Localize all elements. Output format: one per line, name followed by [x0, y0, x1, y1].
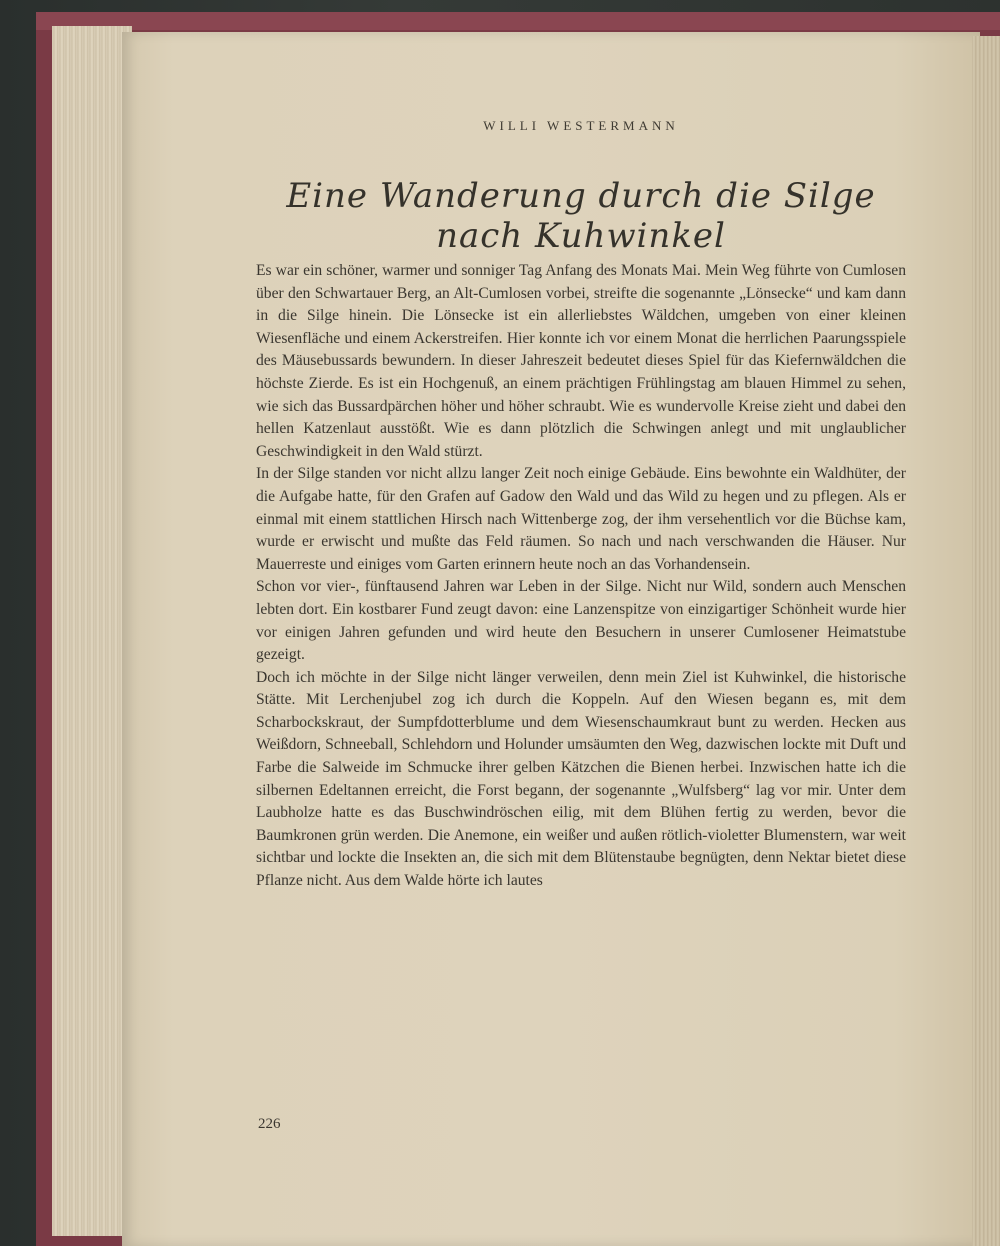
paragraph: In der Silge standen vor nicht allzu langer Zeit noch einige Gebäude. Eins bewohnte ein Waldhüter, der die Aufgabe hatte, für den Grafen auf Gadow den Wald und das Wild zu hegen und zu pflegen. Als er einmal mit einem stattlichen Hirsch nach Wittenberge zog, der ihm versehentlich vor die Büchse kam, wurde er erwischt und mußte das Feld räumen. So nach und nach verschwanden die Häuser. Nur Mauerreste und einiges vom Garten erinnern heute noch an das Vorhandensein. [256, 465, 906, 573]
paragraph: Es war ein schöner, warmer und sonniger Tag Anfang des Monats Mai. Mein Weg führte von Cumlosen über den Schwartauer Berg, an Alt-Cumlosen vorbei, streifte die sogenannte „Lönsecke“ und kam dann in die Silge hinein. Die Lönsecke ist ein allerliebstes Wäldchen, umgeben von einer kleinen Wiesenfläche und einem Ackerstreifen. Hier konnte ich vor einem Monat die herrlichen Paarungsspiele des Mäusebussards bewundern. In dieser Jahreszeit bedeutet dieses Spiel für das Kiefernwäldchen die höchste Zierde. Es ist ein Hochgenuß, an einem prächtigen Frühlingstag am blauen Himmel zu sehen, wie sich das Bussardpärchen höher und höher schraubt. Wie es wundervolle Kreise zieht und dabei den hellen Katzenlaut ausstößt. Wie es dann plötzlich die Schwingen anlegt und mit unglaublicher Geschwindigkeit in den Wald stürzt. [256, 262, 906, 460]
page-stack-left [52, 26, 132, 1236]
page-number: 226 [258, 1116, 281, 1132]
article-title: Eine Wanderung durch die Silge nach Kuhwinkel [286, 176, 876, 256]
paragraph: Doch ich möchte in der Silge nicht länger verweilen, denn mein Ziel ist Kuhwinkel, die historische Stätte. Mit Lerchenjubel zog ich durch die Koppeln. Auf den Wiesen begann es, mit dem Scharbockskraut, der Sumpfdotterblume und dem Wiesenschaumkraut bunt zu werden. Hecken aus Weißdorn, Schneeball, Schlehdorn und Holunder umsäumten den Weg, dazwischen lockte mit Duft und Farbe die Salweide im Schmucke ihrer gelben Kätzchen die Bienen herbei. Inzwischen hatte ich die silbernen Edeltannen erreicht, die Forst begann, der sogenannte „Wulfsberg“ lag vor mir. Unter dem Laubholze hatte es das Buschwindröschen eilig, mit dem Blühen fertig zu werden, bevor die Baumkronen grün werden. Die Anemone, ein weißer und außen rötlich-violetter Blumenstern, war weit sichtbar und lockte die Insekten an, die sich mit dem Blütenstaube begnügten, denn Nektar bietet diese Pflanze nicht. Aus dem Walde hörte ich lautes [256, 668, 906, 890]
page-stack-right [972, 36, 1000, 1246]
article-body [256, 260, 906, 893]
running-head: WILLI WESTERMANN [483, 118, 679, 133]
book-cover-edge [36, 12, 1000, 30]
paragraph: Schon vor vier-, fünftausend Jahren war Leben in der Silge. Nicht nur Wild, sondern auch Menschen lebten dort. Ein kostbarer Fund zeugt davon: eine Lanzenspitze von einzigartiger Schönheit wurde hier vor einigen Jahren gefunden und wird heute den Besuchern in unserer Cumlosener Heimatstube gezeigt. [256, 578, 906, 664]
